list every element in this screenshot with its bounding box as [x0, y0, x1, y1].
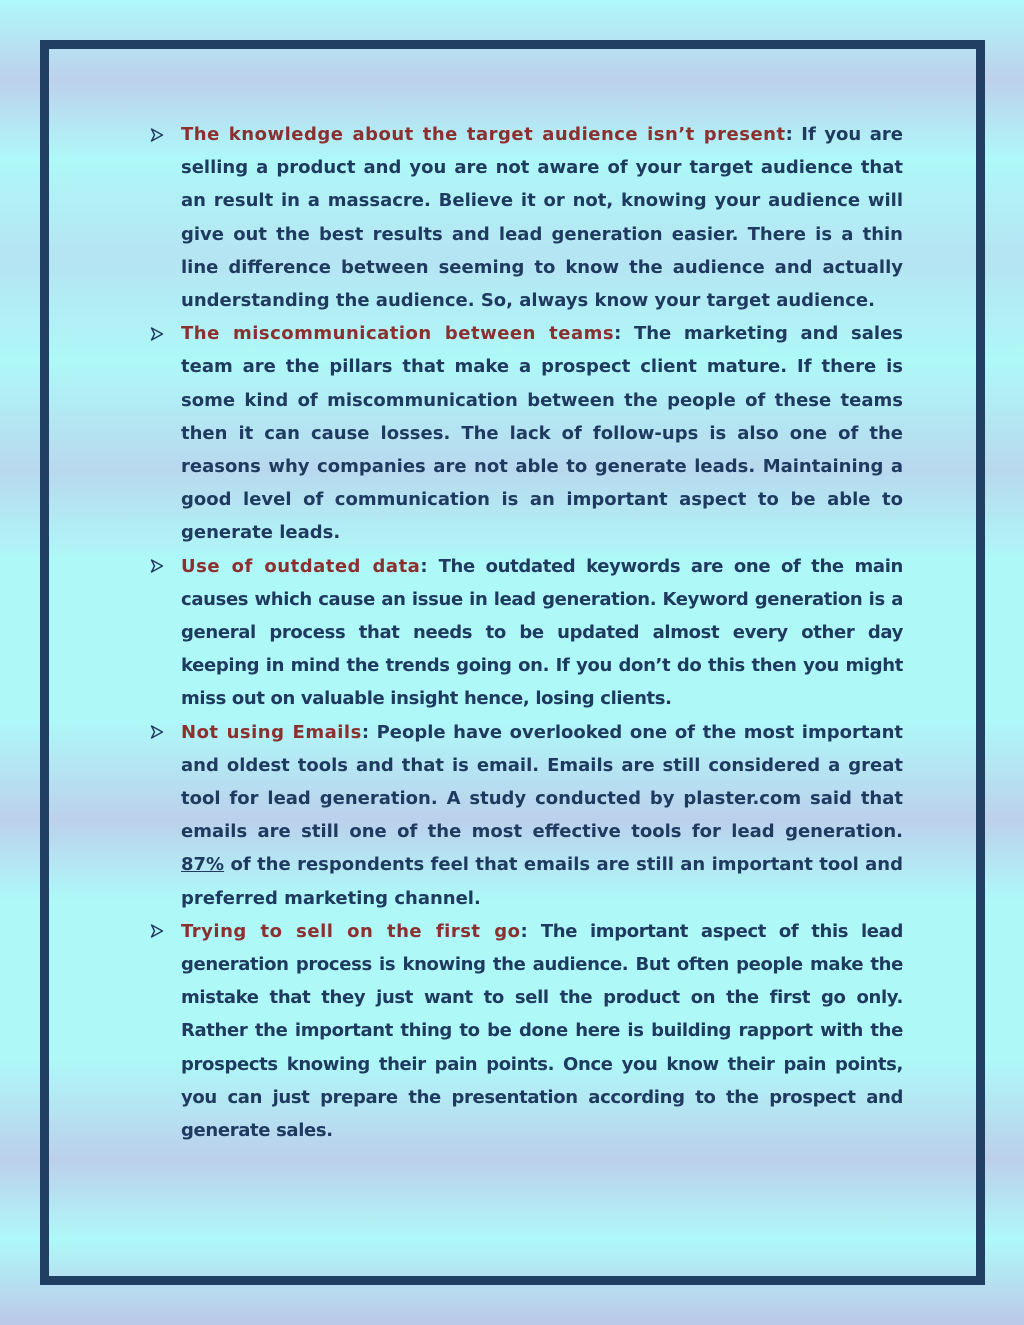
bullet-list — [150, 118, 903, 1147]
item-heading: The miscommunication between teams — [181, 323, 615, 345]
list-item — [150, 317, 903, 549]
arrowhead-bullet-icon — [150, 915, 170, 948]
item-body: The marketing and sales team are the pillars that make a prospect client mature. If there is some kind of miscommunication between the people of these teams then it can cause losses. The lack of follow-ups is also one of the reasons why companies are not able to generate leads. Maintaining a good level of communication is an important aspect to be able to generate leads. — [181, 323, 903, 544]
item-body: The outdated keywords are one of the main causes which cause an issue in lead generation. Keyword generation is a general process that needs to be updated almost every other day keeping in mind the trends going on. If you don’t do this then you might miss out on valuable insight hence, losing clients. — [181, 555, 903, 710]
item-heading: The knowledge about the target audience isn’t present — [181, 124, 786, 145]
item-heading: Use of outdated data — [181, 555, 421, 577]
list-item — [150, 118, 903, 317]
arrowhead-bullet-icon — [150, 550, 170, 583]
separator: : — [614, 323, 634, 345]
list-item — [150, 915, 903, 1147]
arrowhead-bullet-icon — [150, 716, 170, 749]
item-body-continued: of the respondents feel that emails are still an important tool and preferred marketing channel. — [181, 854, 903, 909]
stat-87-percent: 87% — [181, 854, 225, 876]
arrowhead-bullet-icon — [150, 118, 170, 151]
list-item — [150, 550, 903, 716]
list-item — [150, 716, 903, 915]
item-body: The important aspect of this lead generation process is knowing the audience. But often people make the mistake that they just want to sell the product on the first go only. Rather the important thing to be done here is building rapport with the prospects knowing their pain points. Once you know their pain points, you can just prepare the presentation according to the prospect and generate sales. — [181, 920, 903, 1142]
item-body: If you are selling a product and you are not aware of your target audience that an result in a massacre. Believe it or not, knowing your audience will give out the best results and lead generation easier. There is a thin line difference between seeming to know the audience and actually understanding the audience. So, always know your target audience. — [181, 124, 903, 312]
separator: : — [520, 920, 541, 942]
item-heading: Trying to sell on the first go — [181, 920, 521, 942]
separator: : — [361, 721, 377, 743]
item-body: People have overlooked one of the most important and oldest tools and that is email. Emails are still considered a great tool for lead generation. A study conducted by plaster.com said that emails are still one of the most effective tools for lead generation. — [181, 721, 903, 843]
separator: : — [420, 555, 439, 577]
arrowhead-bullet-icon — [150, 317, 170, 350]
separator: : — [785, 124, 802, 145]
item-heading: Not using Emails — [181, 721, 362, 743]
